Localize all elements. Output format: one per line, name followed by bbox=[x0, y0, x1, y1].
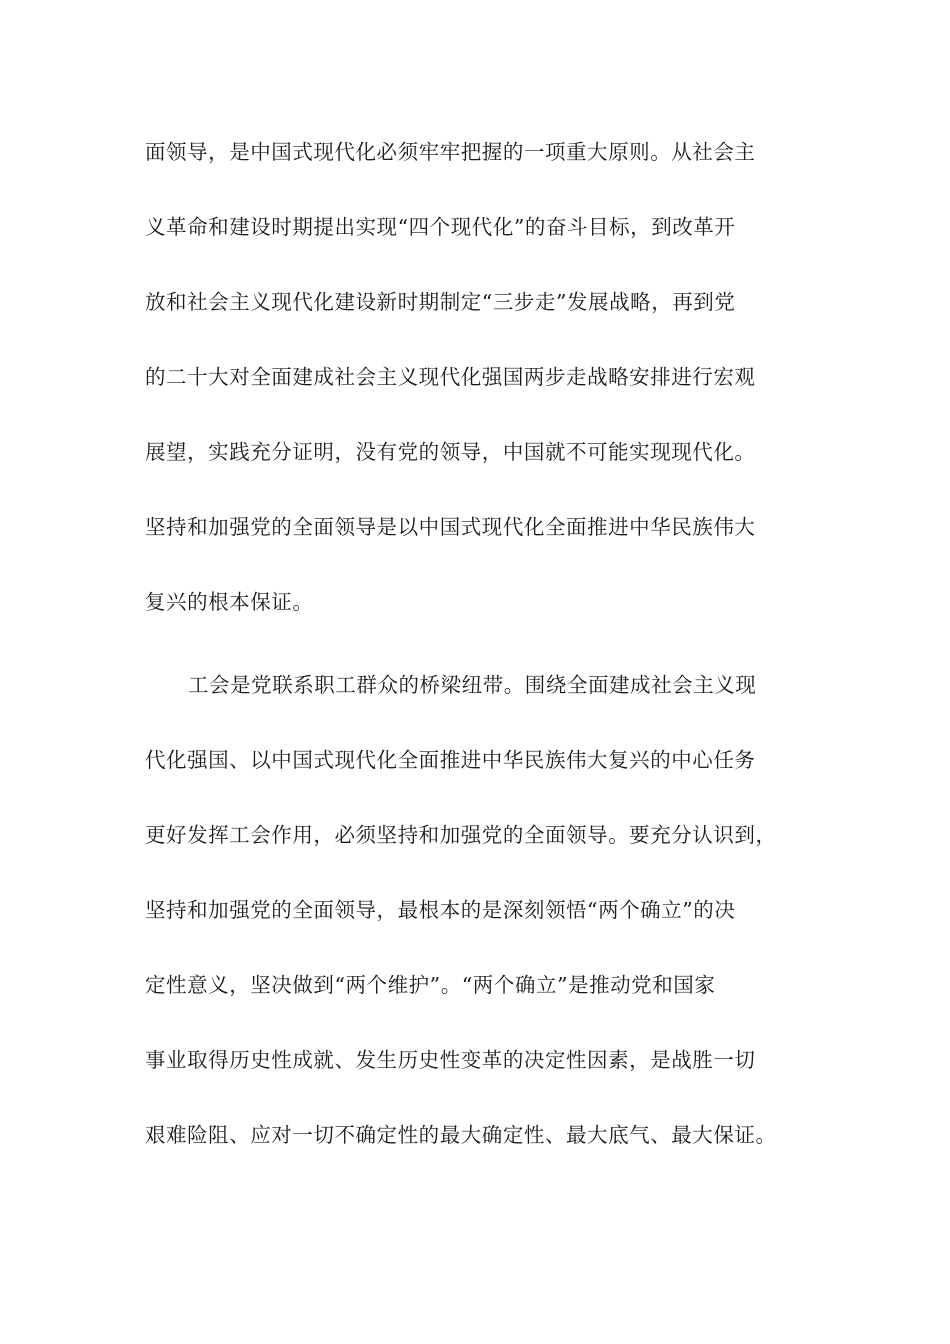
paragraph-2-line: 代化强国、以中国式现代化全面推进中华民族伟大复兴的中心任务 bbox=[145, 748, 756, 772]
paragraph-1-line: 展望，实践充分证明，没有党的领导，中国就不可能实现现代化。 bbox=[145, 440, 756, 464]
paragraph-1-line: 复兴的根本保证。 bbox=[145, 590, 314, 614]
paragraph-1-line: 放和社会主义现代化建设新时期制定“三步走”发展战略，再到党 bbox=[145, 290, 736, 314]
paragraph-1-line: 义革命和建设时期提出实现“四个现代化”的奋斗目标，到改革开 bbox=[145, 215, 736, 239]
paragraph-2-line: 工会是党联系职工群众的桥梁纽带。围绕全面建成社会主义现 bbox=[188, 673, 757, 697]
paragraph-2-line: 坚持和加强党的全面领导，最根本的是深刻领悟“两个确立”的决 bbox=[145, 898, 736, 922]
paragraph-1-line: 面领导，是中国式现代化必须牢牢把握的一项重大原则。从社会主 bbox=[145, 140, 756, 164]
paragraph-2-line: 艰难险阻、应对一切不确定性的最大确定性、最大底气、最大保证。 bbox=[145, 1123, 777, 1147]
paragraph-1-line: 坚持和加强党的全面领导是以中国式现代化全面推进中华民族伟大 bbox=[145, 515, 756, 539]
paragraph-2-line: 事业取得历史性成就、发生历史性变革的决定性因素，是战胜一切 bbox=[145, 1048, 756, 1072]
paragraph-2-line: 更好发挥工会作用，必须坚持和加强党的全面领导。要充分认识到， bbox=[145, 823, 777, 847]
paragraph-1-line: 的二十大对全面建成社会主义现代化强国两步走战略安排进行宏观 bbox=[145, 365, 756, 389]
paragraph-2-line: 定性意义，坚决做到“两个维护”。“两个确立”是推动党和国家 bbox=[145, 973, 716, 997]
